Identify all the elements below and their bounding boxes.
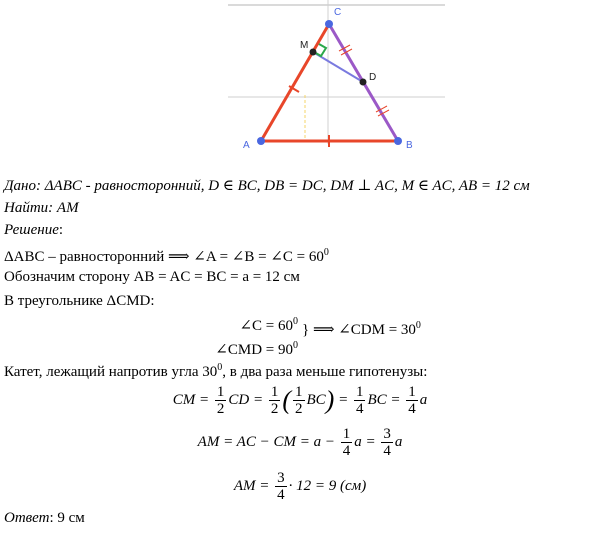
solution-colon: : — [58, 222, 64, 238]
answer-line — [4, 509, 85, 527]
find-line — [4, 199, 79, 217]
label-c: C — [334, 7, 342, 18]
label-d: D — [369, 72, 377, 83]
given-expr: : ΔABC - равносторонний, D ∈ BC, DB = DC, DM ⊥ AC, M ∈ AC, AB = 12 см — [36, 178, 530, 194]
solution-step-3 — [4, 292, 155, 310]
side-ac — [261, 24, 329, 141]
label-b: B — [406, 140, 413, 151]
point-c — [325, 20, 333, 28]
solution-step-2 — [4, 268, 300, 286]
step-1-degree: 0 — [323, 247, 329, 258]
solution-step-4 — [4, 359, 427, 381]
system-result: } ⟹ ∠CDM = $30^0$ — [302, 320, 421, 338]
frac-3-4-b: $\frac{3}{4}$ — [277, 470, 285, 504]
formula-result: AM = $\frac{3}{4}$ · 12 = 9 (см) — [233, 470, 367, 504]
formula-cm: CM = $\frac{1}{2}$ CD = $\frac{1}{2}$ ( $\frac{1}{2}$ BC) = $\frac{1}{4}$ BC = $\frac{1}{4}$ a — [172, 384, 428, 418]
step-4-text: Катет, лежащий напротив угла 30 — [4, 364, 218, 380]
frac-1-2-c: $\frac{1}{2}$ — [295, 384, 303, 418]
solution-label: Решение — [4, 222, 59, 238]
system-top: ∠C = $60^0$ — [239, 316, 298, 334]
point-m — [310, 49, 317, 56]
step-4-rest: , в два раза меньше гипотенузы: — [222, 364, 428, 380]
solution-line — [4, 221, 63, 239]
answer-value: : 9 см — [49, 510, 85, 526]
find-expr: : AM — [48, 200, 79, 216]
answer-label: Ответ — [4, 510, 50, 526]
frac-1-4-b: $\frac{1}{4}$ — [408, 384, 416, 418]
point-d — [360, 79, 367, 86]
angle-system — [212, 312, 298, 360]
point-b — [394, 137, 402, 145]
find-label: Найти — [4, 200, 49, 216]
step-4-degree: 0 — [217, 362, 223, 373]
frac-3-4-a: $\frac{3}{4}$ — [383, 426, 391, 460]
label-a: A — [243, 140, 250, 151]
given-line — [4, 177, 530, 195]
system-bottom: ∠CMD = $90^0$ — [215, 340, 298, 358]
formula-am: AM = AC − CM = a − $\frac{1}{4}$ a = $\frac{3}{4}$ a — [197, 426, 403, 460]
frac-1-4-c: $\frac{1}{4}$ — [342, 426, 351, 460]
step-1-text: ΔABC – равносторонний ⟹ ∠A = ∠B = ∠C = 60 — [4, 249, 324, 265]
label-m: M — [300, 40, 309, 51]
frac-1-4-a: $\frac{1}{4}$ — [355, 384, 364, 418]
step-2-text: Обозначим сторону AB = AC = BC = a = 12 см — [4, 269, 300, 285]
given-label: Дано — [4, 178, 36, 194]
frac-1-2-a: $\frac{1}{2}$ — [216, 384, 225, 418]
frac-1-2-b: $\frac{1}{2}$ — [270, 384, 279, 418]
step-3-text: В треугольнике ΔCMD: — [4, 293, 155, 309]
point-a — [257, 137, 265, 145]
triangle-figure — [0, 0, 600, 160]
solution-step-1 — [4, 244, 329, 266]
